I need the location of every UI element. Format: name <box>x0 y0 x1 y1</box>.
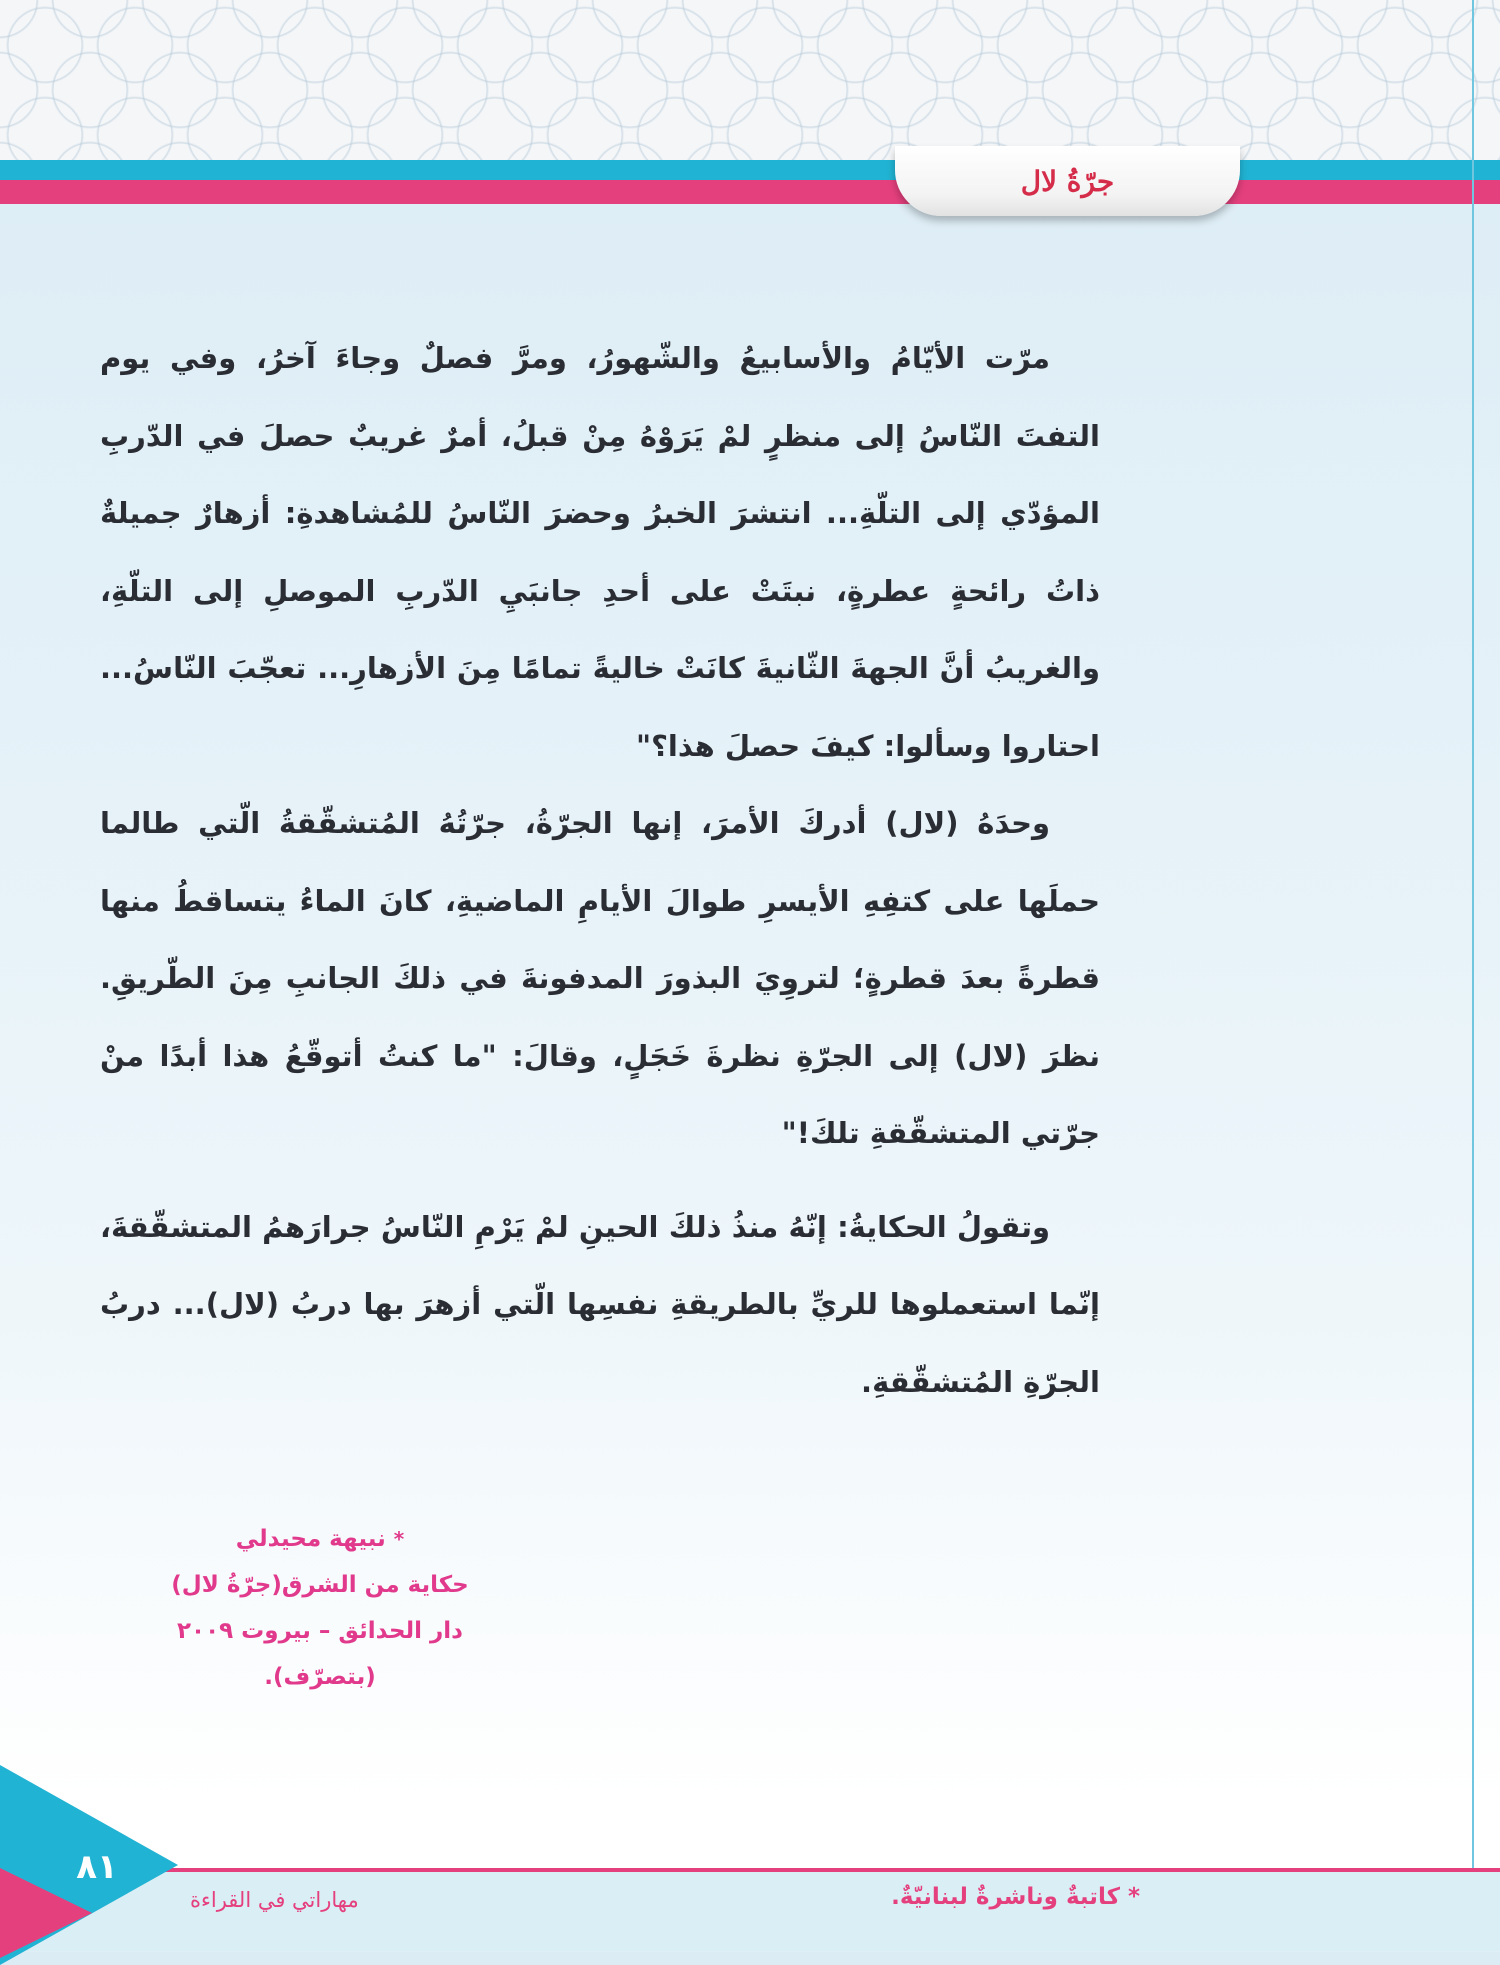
story-paragraph-1: مرّت الأيّامُ والأسابيعُ والشّهورُ، ومرَّ فصلٌ وجاءَ آخرُ، وفي يوم التفتَ النّاسُ إلى منظرٍ لمْ يَرَوْهُ مِنْ قبلُ، أمرٌ غريبٌ حصلَ في الدّربِ المؤدّي إلى التلّةِ... انتشرَ الخبرُ وحضرَ النّاسُ للمُشاهدةِ: أزهارٌ جميلةٌ ذاتُ رائحةٍ عطرةٍ، نبتَتْ على أحدِ جانبَيِ الدّربِ الموصلِ إلى التلّةِ، والغريبُ أنَّ الجهةَ الثّانيةَ كانَتْ خاليةً تمامًا مِنَ الأزهارِ... تعجّبَ النّاسُ... احتاروا وسألوا: كيفَ حصلَ هذا؟" <box>100 341 1100 763</box>
header-stripe-cyan <box>0 160 1500 180</box>
story-paragraph-3: وتقولُ الحكايةُ: إنّهُ منذُ ذلكَ الحينِ لمْ يَرْمِ النّاسُ جرارَهمُ المتشقّقةَ، إنّما استعملوها للريِّ بالطريقةِ نفسِها الّتي أزهرَ بها دربُ (لال)... دربُ الجرّةِ المُتشقّقةِ. <box>100 1209 1100 1399</box>
footer-divider <box>0 1868 1500 1872</box>
source-note: (بتصرّف). <box>264 1664 376 1690</box>
source-citation <box>140 1516 500 1700</box>
page-edge-rule <box>1472 0 1474 1951</box>
chapter-title: جرّةُ لال <box>1020 164 1115 198</box>
header-ornament-pattern <box>0 0 1500 160</box>
source-publisher: دار الحدائق – بيروت ٢٠٠٩ <box>177 1618 463 1644</box>
footnote-marker: * <box>393 1527 405 1551</box>
chapter-title-tab <box>895 146 1240 216</box>
page-number: ٨١ <box>76 1847 118 1887</box>
footer-book-title: مهاراتي في القراءة <box>190 1888 359 1912</box>
source-author: نبيهة محيدلي <box>235 1526 386 1552</box>
author-footnote: * كاتبةٌ وناشرةٌ لبنانيّةٌ. <box>891 1884 1140 1910</box>
header-stripe-pink <box>0 180 1500 204</box>
source-book: حكاية من الشرق(جرّةُ لال) <box>171 1572 469 1598</box>
story-body <box>100 320 1100 1421</box>
source-author-line <box>140 1516 500 1562</box>
story-paragraph-2: وحدَهُ (لال) أدركَ الأمرَ، إنها الجرّةُ، جرّتُهُ المُتشقّقةُ الّتي طالما حملَها على كتفِهِ الأيسرِ طوالَ الأيامِ الماضيةِ، كانَ الماءُ يتساقطُ منها قطرةً بعدَ قطرةٍ؛ لتروِيَ البذورَ المدفونةَ في ذلكَ الجانبِ مِنَ الطّريقِ. نظرَ (لال) إلى الجرّةِ نظرةَ خَجَلٍ، وقالَ: "ما كنتُ أتوقّعُ هذا أبدًا منْ جرّتي المتشقّقةِ تلكَ!" <box>100 806 1100 1150</box>
